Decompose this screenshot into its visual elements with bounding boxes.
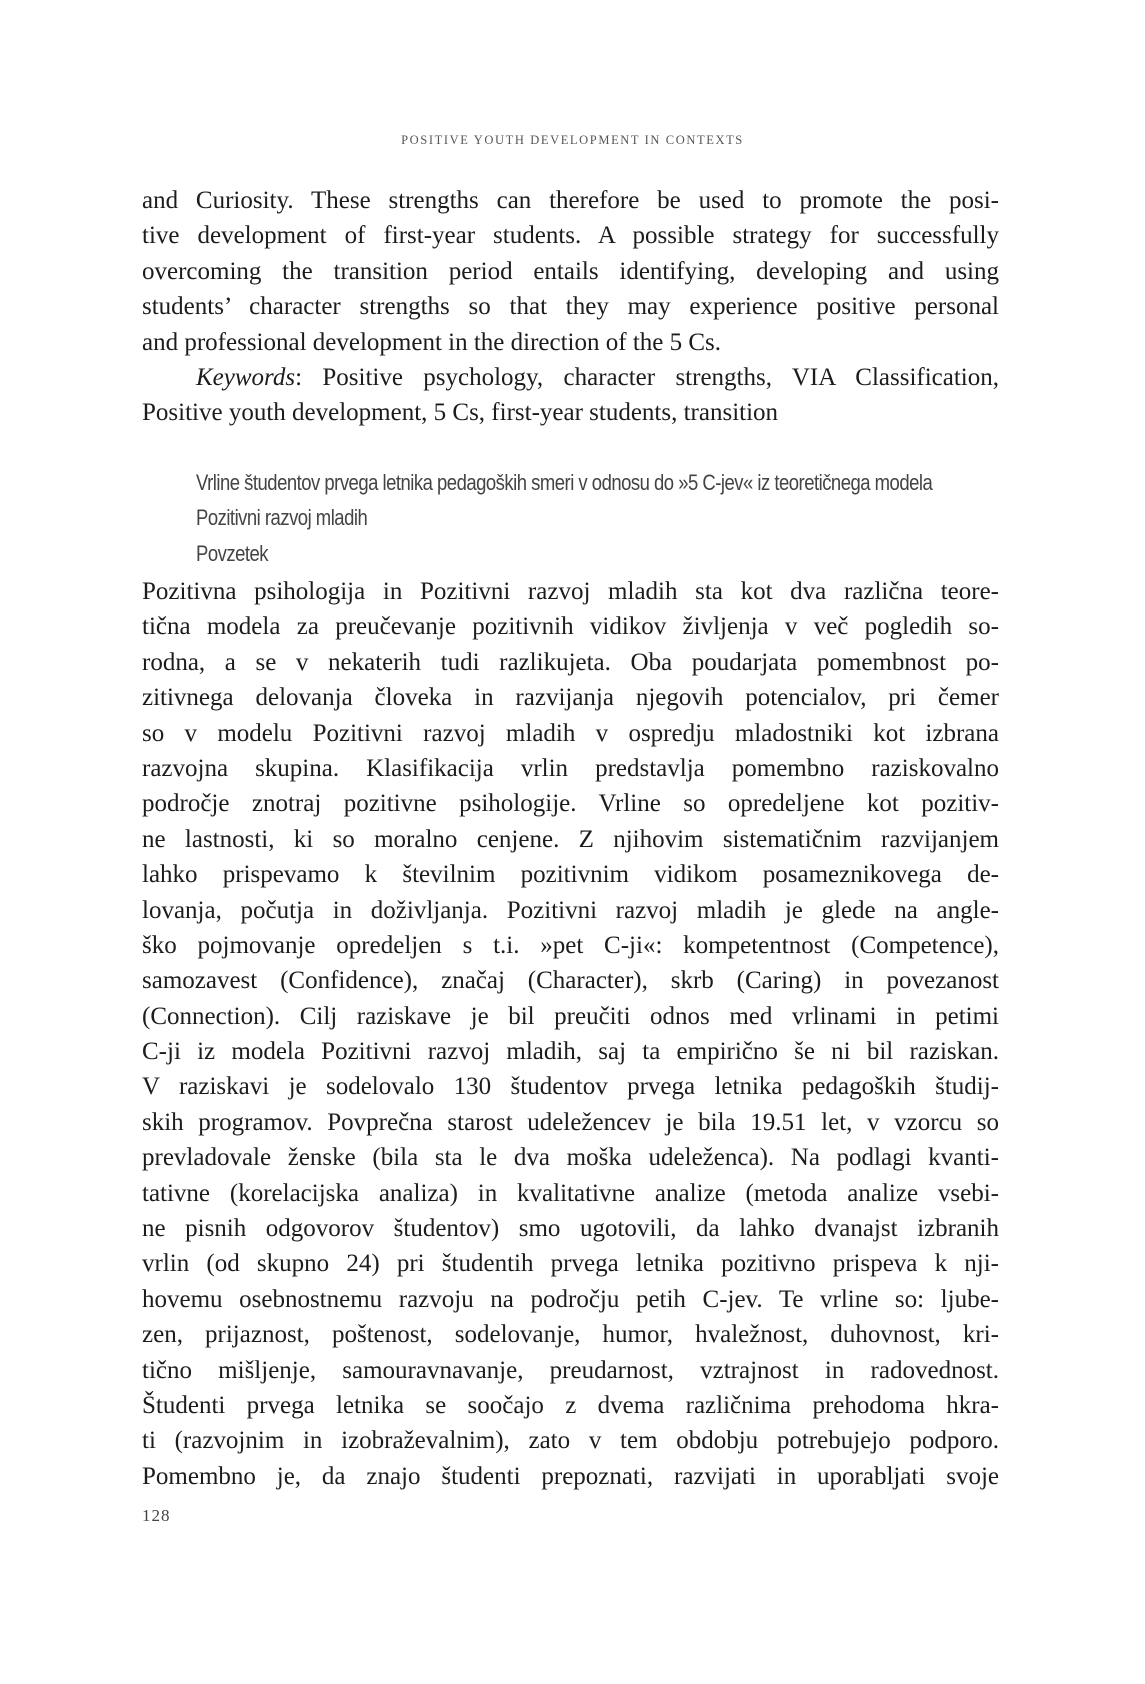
page-number: 128 — [142, 1506, 171, 1525]
paragraph-line: and Curiosity. These strengths can therefore be used to promote the posi- — [142, 187, 999, 214]
paragraph-line: ti (razvojnim in izobraževalnim), zato v tem obdobju potrebujejo podporo. — [142, 1427, 999, 1455]
paragraph-line: razvojna skupina. Klasifikacija vrlin predstavlja pomembno raziskovalno — [142, 754, 999, 782]
paragraph-line: lahko prispevamo k številnim pozitivnim vidikom posameznikovega de- — [142, 861, 999, 889]
paragraph-line: V raziskavi je sodelovalo 130 študentov prvega letnika pedagoških študij- — [142, 1073, 999, 1101]
paragraph-line: Študenti prvega letnika se soočajo z dvema različnima prehodoma hkra- — [142, 1391, 999, 1419]
slovene-abstract-paragraph — [142, 574, 999, 1494]
paragraph-line: so v modelu Pozitivni razvoj mladih v ospredju mladostniki kot izbrana — [142, 719, 999, 747]
paragraph-line: prevladovale ženske (bila sta le dva moška udeleženca). Na podlagi kvanti- — [142, 1144, 999, 1172]
paragraph-line: rodna, a se v nekaterih tudi razlikujeta. Oba poudarjata pomembnost po- — [142, 648, 999, 676]
paragraph-line: področje znotraj pozitivne psihologije. Vrline so opredeljene kot pozitiv- — [142, 790, 999, 818]
paragraph-line: samozavest (Confidence), značaj (Character), skrb (Caring) in povezanost — [142, 967, 999, 995]
abstract-label: Povzetek — [196, 540, 268, 566]
paragraph-line: skih programov. Povprečna starost udeležencev je bila 19.51 let, v vzorcu so — [142, 1108, 999, 1136]
paragraph-line: overcoming the transition period entails identifying, developing and using — [142, 257, 999, 285]
paragraph-line: Pozitivna psihologija in Pozitivni razvoj mladih sta kot dva različna teore- — [142, 578, 999, 605]
paragraph-line: tativne (korelacijska analiza) in kvalitativne analize (metoda analize vsebi- — [142, 1179, 999, 1207]
paragraph-line: ško pojmovanje opredeljen s t.i. »pet C-ji«: kompetentnost (Competence), — [142, 931, 999, 959]
paragraph-line: ne pisnih odgovorov študentov) smo ugotovili, da lahko dvanajst izbranih — [142, 1215, 999, 1243]
slovene-title: Vrline študentov prvega letnika pedagoških smeri v odnosu do »5 C-jev« iz teoretičnega modela — [196, 470, 933, 495]
paragraph-line: zitivnega delovanja človeka in razvijanja njegovih potencialov, pri čemer — [142, 684, 999, 712]
paragraph-line: lovanja, počutja in doživljanja. Pozitivni razvoj mladih je glede na angle- — [142, 896, 999, 924]
paragraph-line: zen, prijaznost, poštenost, sodelovanje, humor, hvaležnost, duhovnost, kri- — [142, 1321, 999, 1349]
keywords-line: Positive youth development, 5 Cs, first-year students, transition — [142, 399, 779, 427]
paragraph-line: (Connection). Cilj raziskave je bil preučiti odnos med vrlinami in petimi — [142, 1002, 999, 1030]
paragraph-line: tično mišljenje, samouravnavanje, preudarnost, vztrajnost in radovednost. — [142, 1356, 999, 1384]
paragraph-line: hovemu osebnostnemu razvoju na področju petih C-jev. Te vrline so: ljube- — [142, 1285, 999, 1313]
paragraph-line: Pomembno je, da znajo študenti prepoznati, razvijati in uporabljati svoje — [142, 1462, 999, 1490]
paragraph-line: students’ character strengths so that they may experience positive personal — [142, 293, 999, 321]
paragraph-line: tična modela za preučevanje pozitivnih vidikov življenja v več pogledih so- — [142, 613, 999, 641]
running-head: POSITIVE YOUTH DEVELOPMENT IN CONTEXTS — [401, 133, 744, 147]
paragraph-line: vrlin (od skupno 24) pri študentih prvega letnika pozitivno prispeva k nji- — [142, 1250, 999, 1278]
slovene-subtitle: Pozitivni razvoj mladih — [196, 505, 368, 531]
keywords-label: Keywords — [196, 363, 296, 391]
paragraph-line: ne lastnosti, ki so moralno cenjene. Z njihovim sistematičnim razvijanjem — [142, 825, 999, 853]
paragraph-line: C-ji iz modela Pozitivni razvoj mladih, saj ta empirično še ni bil raziskan. — [142, 1038, 999, 1066]
paragraph-line: and professional development in the direction of the 5 Cs. — [142, 328, 722, 356]
keywords-text: : Positive psychology, character strengths, VIA Classification, — [295, 363, 999, 391]
keywords-line — [142, 360, 999, 395]
paragraph-line: tive development of first-year students. A possible strategy for successfully — [142, 222, 999, 250]
slovene-headings — [196, 465, 932, 571]
english-abstract-paragraph — [142, 183, 999, 431]
